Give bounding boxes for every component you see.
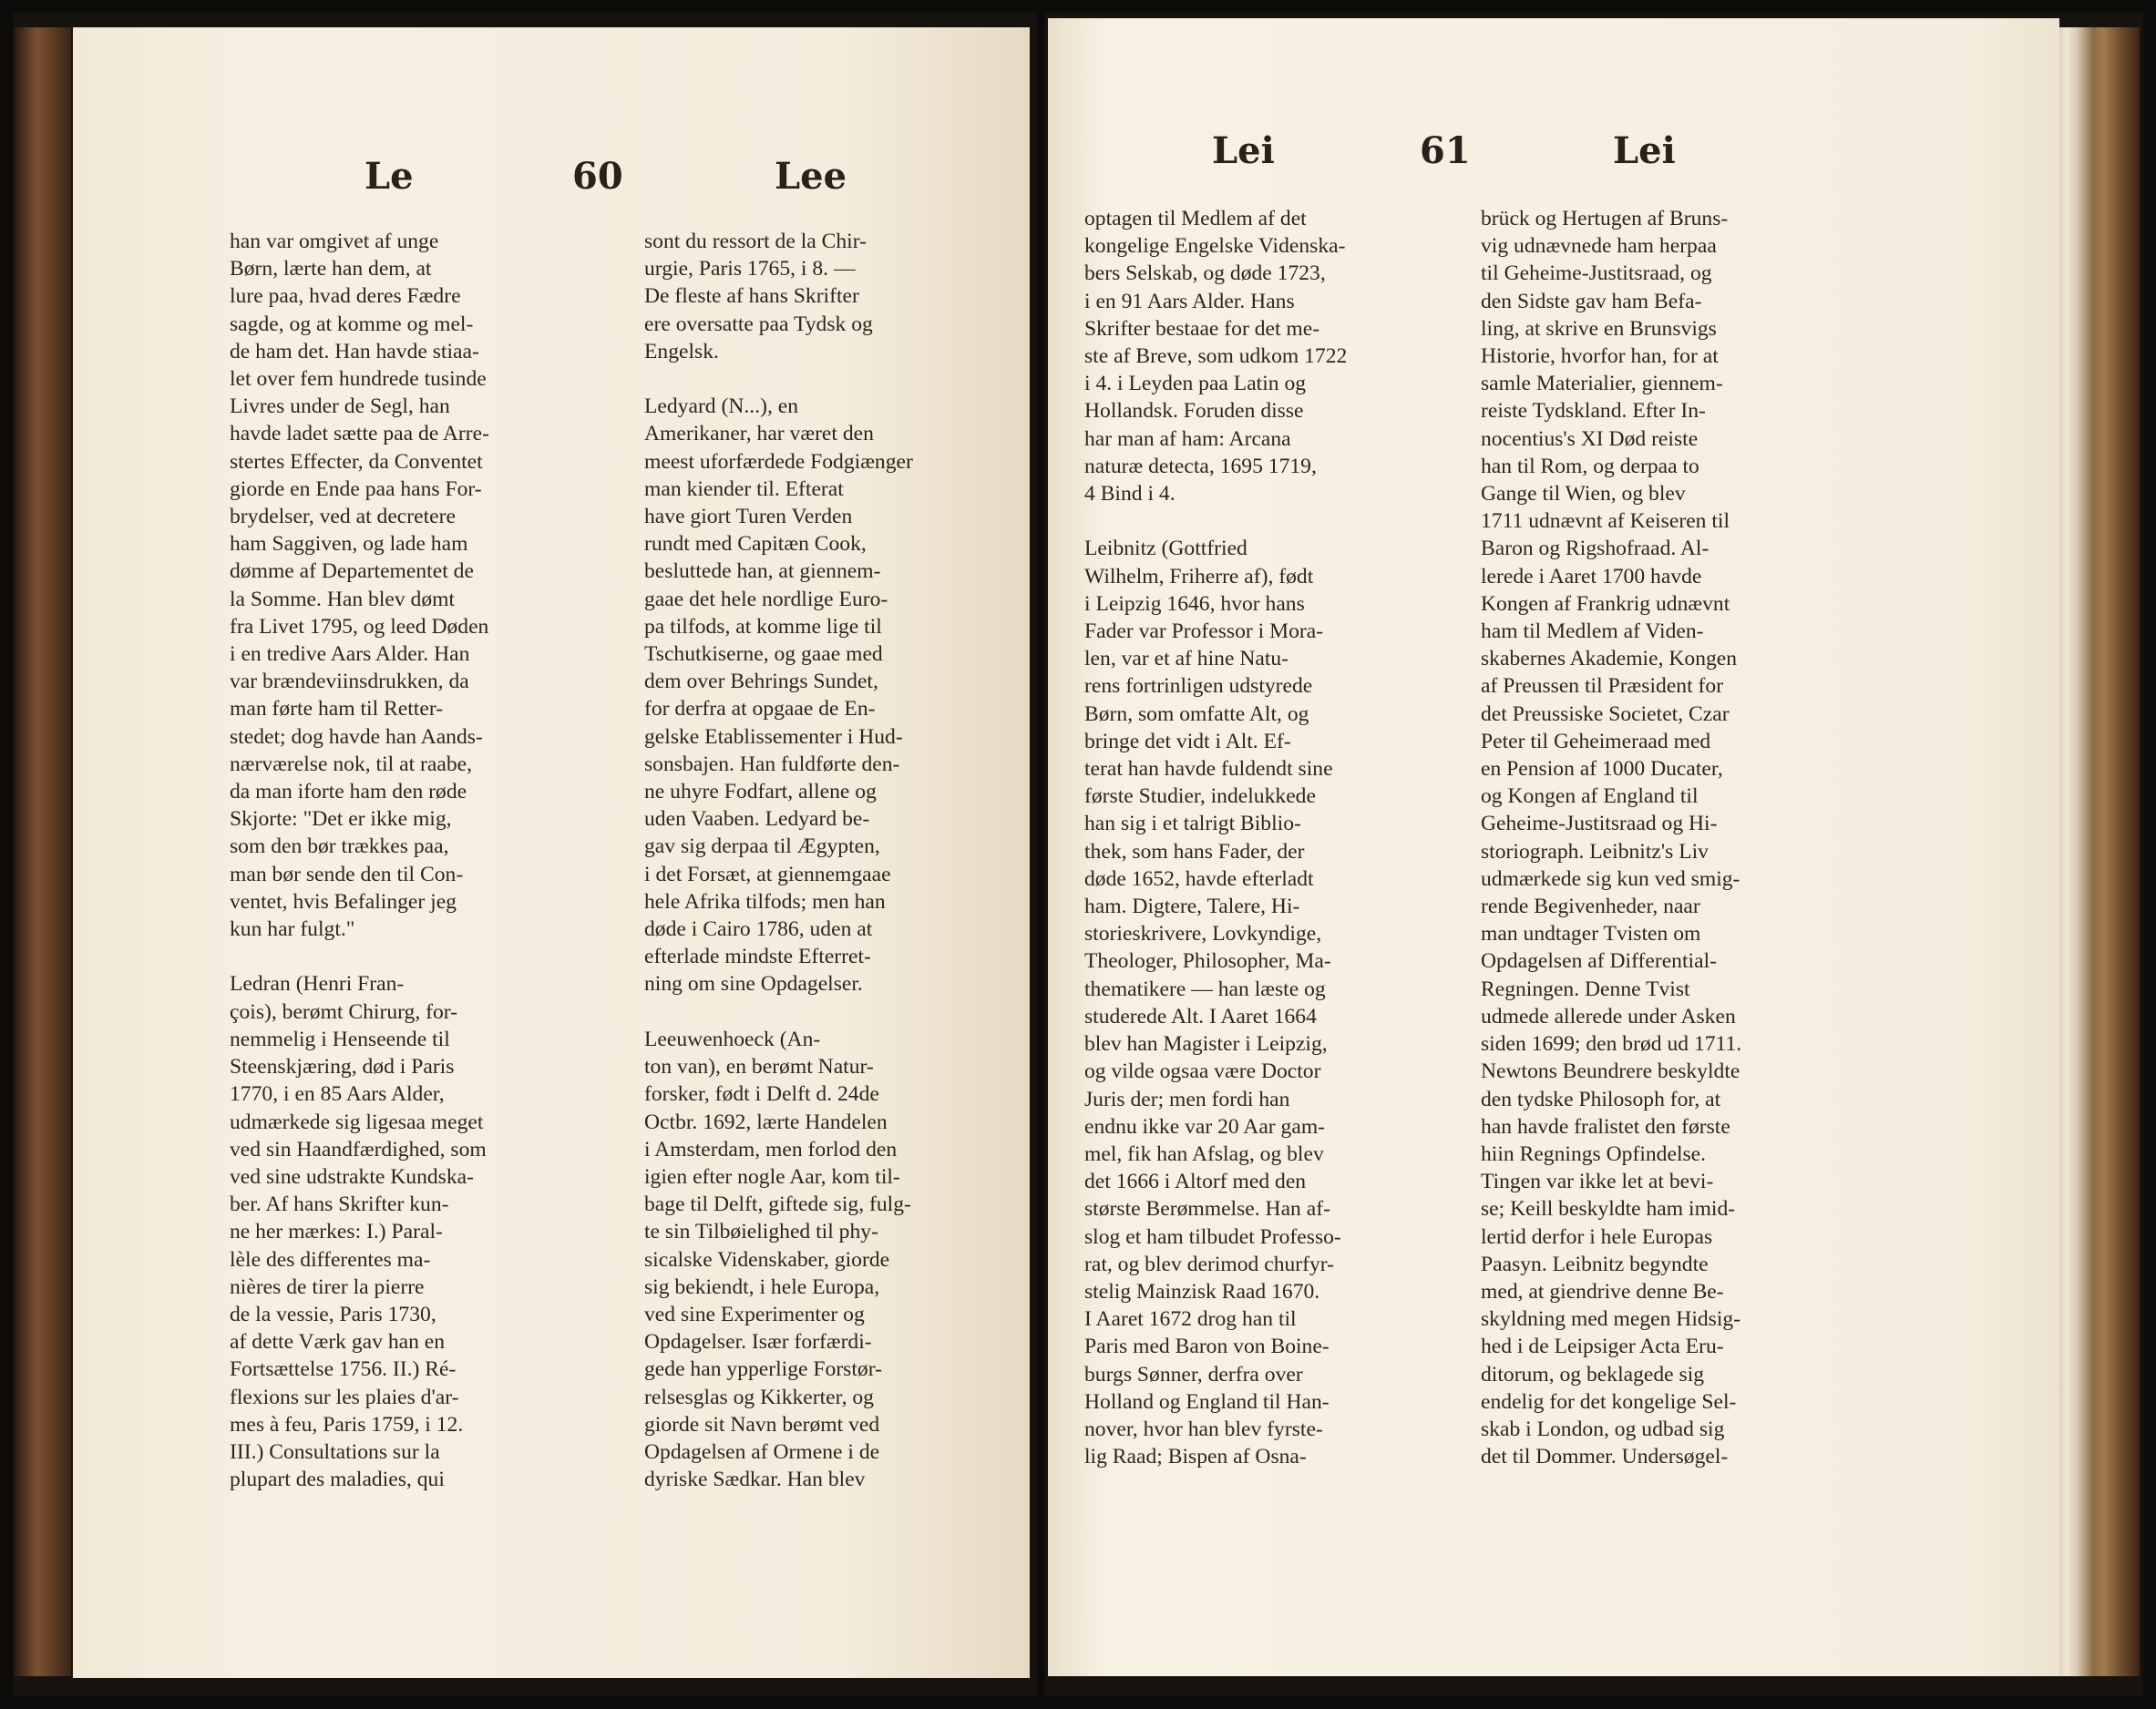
book-cover-left xyxy=(15,27,71,1676)
text-column-left: optagen til Medlem af det kongelige Engelske Videnska- bers Selskab, og døde 1723, i en 91 Aars Alder. Hans Skrifter bestaae for det me- ste af Breve, som udkom 1722 i 4. i Leyden paa Latin og Hollandsk. Foruden disse har man af ham: Arcana naturæ detecta, 1695 1719, 4 Bind i 4. Leibnitz (Gottfried Wilhelm, Friherre af), født i Leipzig 1646, hvor hans Fader var Professor i Mora- len, var et af hine Natu- rens fortrinligen udstyrede Børn, som omfatte Alt, og bringe det vidt i Alt. Ef- terat han havde fuldendt sine første Studier, indelukkede han sig i et talrigt Biblio- thek, som hans Fader, der døde 1652, havde efterladt ham. Digtere, Talere, Hi- storieskrivere, Lovkyndige, Theologer, Philosopher, Ma- thematikere — han læste og studerede Alt. I Aaret 1664 blev han Magister i Leipzig, og vilde ogsaa være Doctor Juris der; men fordi han endnu ikke var 20 Aar gam- mel, fik han Afslag, og blev det 1666 i Altorf med den største Berømmelse. Han af- slog et ham tilbudet Professo- rat, og blev derimod churfyr- stelig Mainzisk Raad 1670. I Aaret 1672 drog han til Paris med Baron von Boine- burgs Sønner, derfra over Holland og England til Han- nover, hvor han blev fyrste- lig Raad; Bispen af Osna- xyxy=(1084,207,1348,1469)
book-cover-right-edge xyxy=(2050,27,2140,1676)
running-head-right: Lee xyxy=(775,155,847,198)
text-column-right: brück og Hertugen af Bruns- vig udnævnede ham herpaa til Geheime-Justitsraad, og den Sidste gav ham Befa- ling, at skrive en Brunsvigs Historie, hvorfor han, for at samle Materialier, giennem- reiste Tydskland. Efter In- nocentius's XI Død reiste han til Rom, og derpaa to Gange til Wien, og blev 1711 udnævnt af Keiseren til Baron og Rigshofraad. Al- lerede i Aaret 1700 havde Kongen af Frankrig udnævnt ham til Medlem af Viden- skabernes Akademie, Kongen af Preussen til Præsident for det Preussiske Societet, Czar Peter til Geheimeraad med en Pension af 1000 Ducater, og Kongen af England til Geheime-Justitsraad og Hi- storiograph. Leibnitz's Liv udmærkede sig kun ved smig- rende Begivenheder, naar man undtager Tvisten om Opdagelsen af Differential- Regningen. Denne Tvist udmede allerede under Asken siden 1699; den brød ud 1711. Newtons Beundrere beskyldte den tydske Philosoph for, at han havde fralistet den første hiin Regnings Opfindelse. Tingen var ikke let at bevi- se; Keill beskyldte ham imid- lertid derfor i hele Europas Paasyn. Leibnitz begyndte med, at giendrive denne Be- skyldning med megen Hidsig- hed i de Leipsiger Acta Eru- ditorum, og beklagede sig endelig for det kongelige Sel- skab i London, og udbad sig det til Dommer. Undersøgel- xyxy=(1481,207,1742,1469)
page-number: 60 xyxy=(572,155,623,198)
page-60 xyxy=(73,27,1030,1678)
page-number: 61 xyxy=(1420,129,1471,172)
running-head-left: Lei xyxy=(1212,129,1275,172)
text-column-left: han var omgivet af unge Børn, lærte han dem, at lure paa, hvad deres Fædre sagde, og at komme og mel- de ham det. Han havde stiaa- let over fem hundrede tusinde Livres under de Segl, han havde ladet sætte paa de Arre- stertes Effecter, da Conventet giorde en Ende paa hans For- brydelser, ved at decretere ham Saggiven, og lade ham dømme af Departementet de la Somme. Han blev dømt fra Livet 1795, og leed Døden i en tredive Aars Alder. Han var brændeviinsdrukken, da man førte ham til Retter- stedet; dog havde han Aands- nærværelse nok, til at raabe, da man iforte ham den røde Skjorte: "Det er ikke mig, som den bør trækkes paa, man bør sende den til Con- ventet, hvis Befalinger jeg kun har fulgt." Ledran (Henri Fran- çois), berømt Chirurg, for- nemmelig i Henseende til Steenskjæring, død i Paris 1770, i en 85 Aars Alder, udmærkede sig ligesaa meget ved sin Haandfærdighed, som ved sine udstrakte Kundska- ber. Af hans Skrifter kun- ne her mærkes: I.) Paral- lèle des differentes ma- nières de tirer la pierre de la vessie, Paris 1730, af dette Værk gav han en Fortsættelse 1756. II.) Ré- flexions sur les plaies d'ar- mes à feu, Paris 1759, i 12. III.) Consultations sur la plupart des maladies, qui xyxy=(230,230,489,1492)
text-column-right: sont du ressort de la Chir- urgie, Paris 1765, i 8. — De fleste af hans Skrifter ere oversatte paa Tydsk og Engelsk. Ledyard (N...), en Amerikaner, har været den meest uforfærdede Fodgiænger man kiender til. Efterat have giort Turen Verden rundt med Capitæn Cook, besluttede han, at giennem- gaae det hele nordlige Euro- pa tilfods, at komme lige til Tschutkiserne, og gaae med dem over Behrings Sundet, for derfra at opgaae de En- gelske Etablissementer i Hud- sonsbajen. Han fuldførte den- ne uhyre Fodfart, allene og uden Vaaben. Ledyard be- gav sig derpaa til Ægypten, i det Forsæt, at giennemgaae hele Afrika tilfods; men han døde i Cairo 1786, uden at efterlade mindste Efterret- ning om sine Opdagelser. Leeuwenhoeck (An- ton van), en berømt Natur- forsker, født i Delft d. 24de Octbr. 1692, lærte Handelen i Amsterdam, men forlod den igien efter nogle Aar, kom til- bage til Delft, giftede sig, fulg- te sin Tilbøielighed til phy- sicalske Videnskaber, giorde sig bekiendt, i hele Europa, ved sine Experimenter og Opdagelser. Især forfærdi- gede han ypperlige Forstør- relsesglas og Kikkerter, og giorde sit Navn berømt ved Opdagelsen af Ormene i de dyriske Sædkar. Han blev xyxy=(644,230,913,1492)
running-head-left: Le xyxy=(364,155,414,198)
running-head-right: Lei xyxy=(1613,129,1676,172)
page-61 xyxy=(1048,18,2059,1676)
